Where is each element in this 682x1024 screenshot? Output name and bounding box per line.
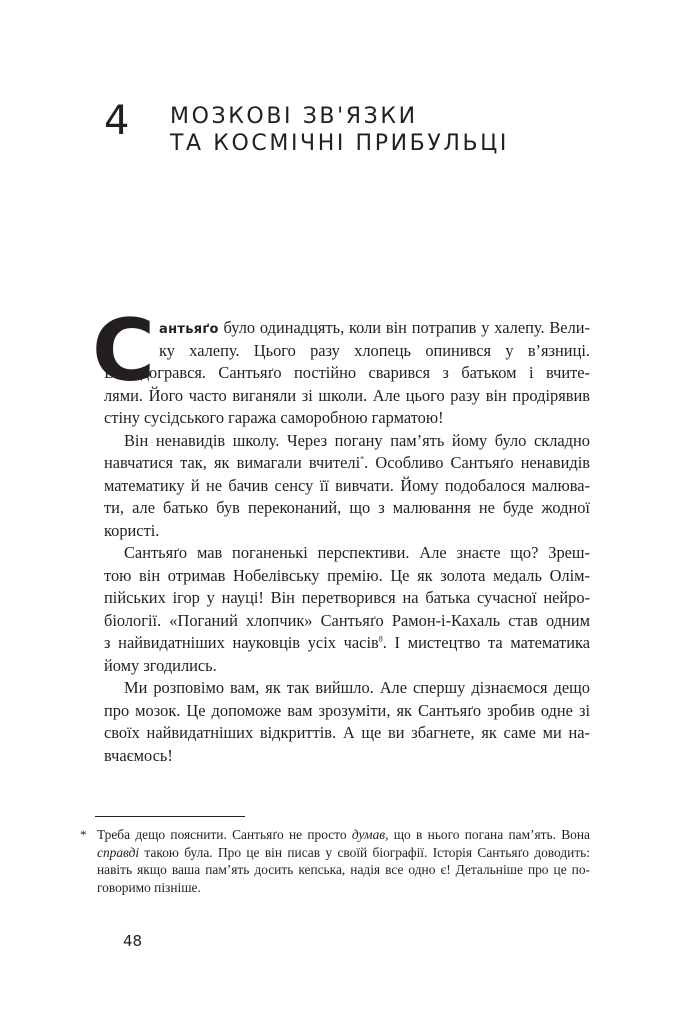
text-line: Він ненавидів школу. Через погану пам’ять йому було складно <box>124 430 590 450</box>
text-span: з найвидатніших науковців усіх часів <box>104 633 379 652</box>
body-text <box>92 301 590 767</box>
footnote-line <box>80 844 590 862</box>
footnote-line <box>80 826 590 844</box>
text-line: тою він отримав Нобелівську премію. Це як золота медаль Олім- <box>104 565 590 585</box>
emphasis: думав <box>351 827 386 842</box>
text-span: . Особливо Сантьяґо ненавидів <box>364 453 590 472</box>
text-span: , що в нього погана пам’ять. Вона <box>385 827 590 842</box>
footnote-line: навіть якщо ваша пам’ять досить кепська, надія все одно є! Детальніше про це по- <box>97 862 590 878</box>
text-line: Сантьяґо мав поганенькі перспективи. Але знаєте що? Зреш- <box>124 543 590 562</box>
chapter-number: 4 <box>104 98 130 144</box>
text-line: лями. Його часто виганяли зі школи. Але цього разу він продірявив <box>104 385 590 405</box>
text-span: такою була. Про це він писав у своїй біографії. Історія Сантьяґо доводить: <box>139 844 590 860</box>
text-line: користі. <box>104 520 160 540</box>
chapter-title-line-2: ТА КОСМІЧНІ ПРИБУЛЬЦІ <box>170 131 509 156</box>
text-line: ти, але батько був переконаний, що з малювання не буде жодної <box>104 498 590 517</box>
paragraph-4 <box>104 677 590 767</box>
chapter-title-line-1: МОЗКОВІ ЗВ'ЯЗКИ <box>170 104 418 129</box>
text-span: . І мистецтво та математика <box>382 633 590 652</box>
text-line: Він догрався. Сантьяґо постійно сварився з батьком і вчите- <box>104 363 590 382</box>
text-line: стіну сусідського гаража саморобною гарматою! <box>104 408 444 427</box>
text-span: навчатися так, як вимагали вчителі <box>104 453 361 472</box>
footnote <box>80 826 590 896</box>
emphasis: справді <box>97 844 140 860</box>
text-line <box>104 632 590 655</box>
chapter-title <box>170 103 509 157</box>
text-line <box>104 452 590 475</box>
page-number: 48 <box>123 932 143 950</box>
paragraph-1 <box>104 317 590 430</box>
text-line: йому згодились. <box>104 655 217 675</box>
footnote-divider <box>95 816 245 817</box>
paragraph-2 <box>104 430 590 543</box>
text-line: пійських ігор у науці! Він перетворився на батька сучасної нейро- <box>104 588 590 607</box>
text-line: своїх найвидатніших відкриттів. А ще ви збагнете, як саме ми на- <box>104 723 590 742</box>
drop-cap: С <box>92 301 156 401</box>
text-line: математику й не бачив сенсу її вивчати. Йому подобалося малюва- <box>104 475 590 495</box>
text-line: Ми розповімо вам, як так вийшло. Але спершу дізнаємося дещо <box>124 678 590 697</box>
citation-reference[interactable]: 8 <box>378 634 383 644</box>
text-line: про мозок. Це допоможе вам зрозуміти, як Сантьяґо зробив одне зі <box>104 700 590 720</box>
text-line: ку халепу. Цього разу хлопець опинився у в’язниці. <box>159 340 590 360</box>
text-line: вчаємось! <box>104 745 173 765</box>
text-span: Треба дещо пояснити. Сантьяґо не просто <box>97 827 352 842</box>
text-line: біології. «Поганий хлопчик» Сантьяґо Рамон-і-Кахаль став одним <box>104 610 590 630</box>
footnote-reference[interactable]: * <box>360 454 365 464</box>
paragraph-3 <box>104 542 590 677</box>
footnote-mark: * <box>80 827 87 842</box>
lead-word: антьяґо <box>159 322 219 337</box>
footnote-line: говоримо пізніше. <box>97 879 201 895</box>
text-span: було одинадцять, коли він потрапив у халепу. Вели- <box>218 318 590 337</box>
text-line <box>104 317 590 340</box>
